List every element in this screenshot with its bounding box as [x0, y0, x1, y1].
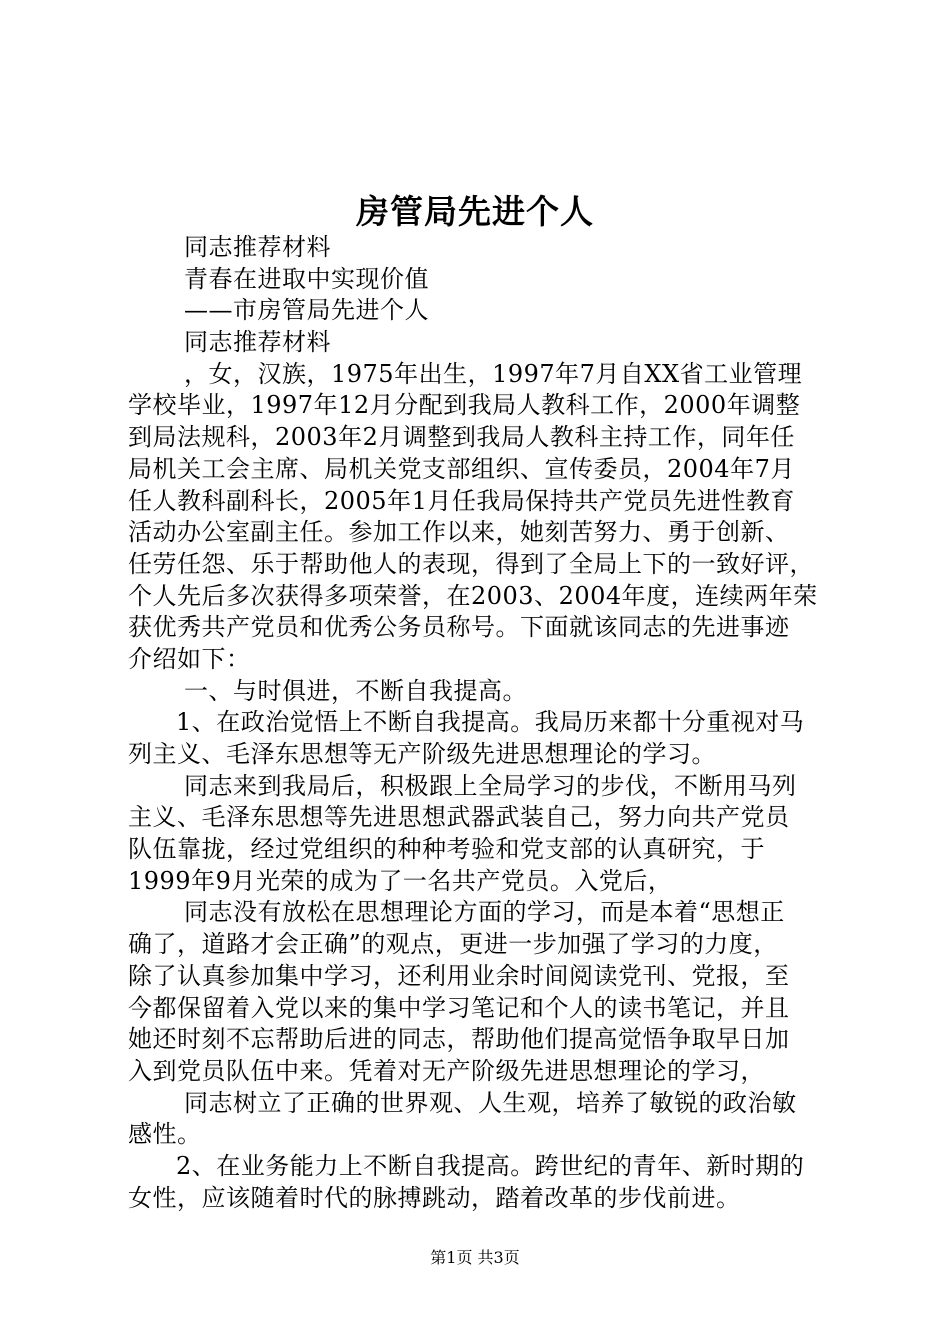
text-line: 感性。: [128, 1120, 202, 1149]
text-line: 2、在业务能力上不断自我提高。跨世纪的青年、新时期的: [176, 1151, 805, 1180]
text-line: 个人先后多次获得多项荣誉，在2003、2004年度，连续两年荣: [128, 581, 818, 610]
text-line: ，女，汉族，1975年出生，1997年7月自XX省工业管理: [184, 359, 803, 388]
text-line: 同志推荐材料: [184, 328, 331, 357]
document-title: 房管局先进个人: [356, 192, 594, 231]
document-body: [128, 232, 838, 1214]
text-line: 入到党员队伍中来。凭着对无产阶级先进思想理论的学习，: [128, 1056, 765, 1085]
text-line: 同志树立了正确的世界观、人生观，培养了敏锐的政治敏: [184, 1088, 797, 1117]
text-line: 一、与时俱进，不断自我提高。: [184, 676, 527, 705]
text-line: 活动办公室副主任。参加工作以来，她刻苦努力、勇于创新、: [128, 518, 790, 547]
text-line: 学校毕业，1997年12月分配到我局人教科工作，2000年调整: [128, 391, 801, 420]
text-line: 同志没有放松在思想理论方面的学习，而是本着“思想正: [184, 898, 785, 927]
text-line: 今都保留着入党以来的集中学习笔记和个人的读书笔记，并且: [128, 993, 790, 1022]
text-line: 同志推荐材料: [184, 233, 331, 261]
text-line: 任劳任怨、乐于帮助他人的表现，得到了全局上下的一致好评，: [128, 549, 814, 578]
text-line: 1999年9月光荣的成为了一名共产党员。入党后，: [128, 866, 673, 895]
text-line: 确了，道路才会正确”的观点，更进一步加强了学习的力度，: [128, 930, 778, 959]
text-line: 她还时刻不忘帮助后进的同志，帮助他们提高觉悟争取早日加: [128, 1025, 790, 1054]
text-line: 青春在进取中实现价值: [184, 264, 429, 293]
text-line: 1、在政治觉悟上不断自我提高。我局历来都十分重视对马: [176, 708, 805, 737]
text-line: 队伍靠拢，经过党组织的种种考验和党支部的认真研究，于: [128, 835, 765, 864]
text-line: 任人教科副科长，2005年1月任我局保持共产党员先进性教育: [128, 486, 795, 515]
text-line: 局机关工会主席、局机关党支部组织、宣传委员，2004年7月: [128, 454, 795, 483]
text-line: 到局法规科，2003年2月调整到我局人教科主持工作，同年任: [128, 423, 795, 452]
page-footer: 第1页 共3页: [430, 1248, 520, 1267]
text-line: 列主义、毛泽东思想等无产阶级先进思想理论的学习。: [128, 740, 716, 768]
text-line: 同志来到我局后，积极跟上全局学习的步伐，不断用马列: [184, 771, 797, 800]
text-line: 除了认真参加集中学习，还利用业余时间阅读党刊、党报，至: [128, 961, 790, 990]
text-line: ——市房管局先进个人: [184, 296, 429, 325]
text-line: 女性，应该随着时代的脉搏跳动，踏着改革的步伐前进。: [128, 1183, 741, 1212]
text-line: 获优秀共产党员和优秀公务员称号。下面就该同志的先进事迹: [128, 613, 790, 642]
text-line: 介绍如下：: [128, 644, 251, 673]
text-line: 主义、毛泽东思想等先进思想武器武装自己，努力向共产党员: [128, 803, 790, 832]
